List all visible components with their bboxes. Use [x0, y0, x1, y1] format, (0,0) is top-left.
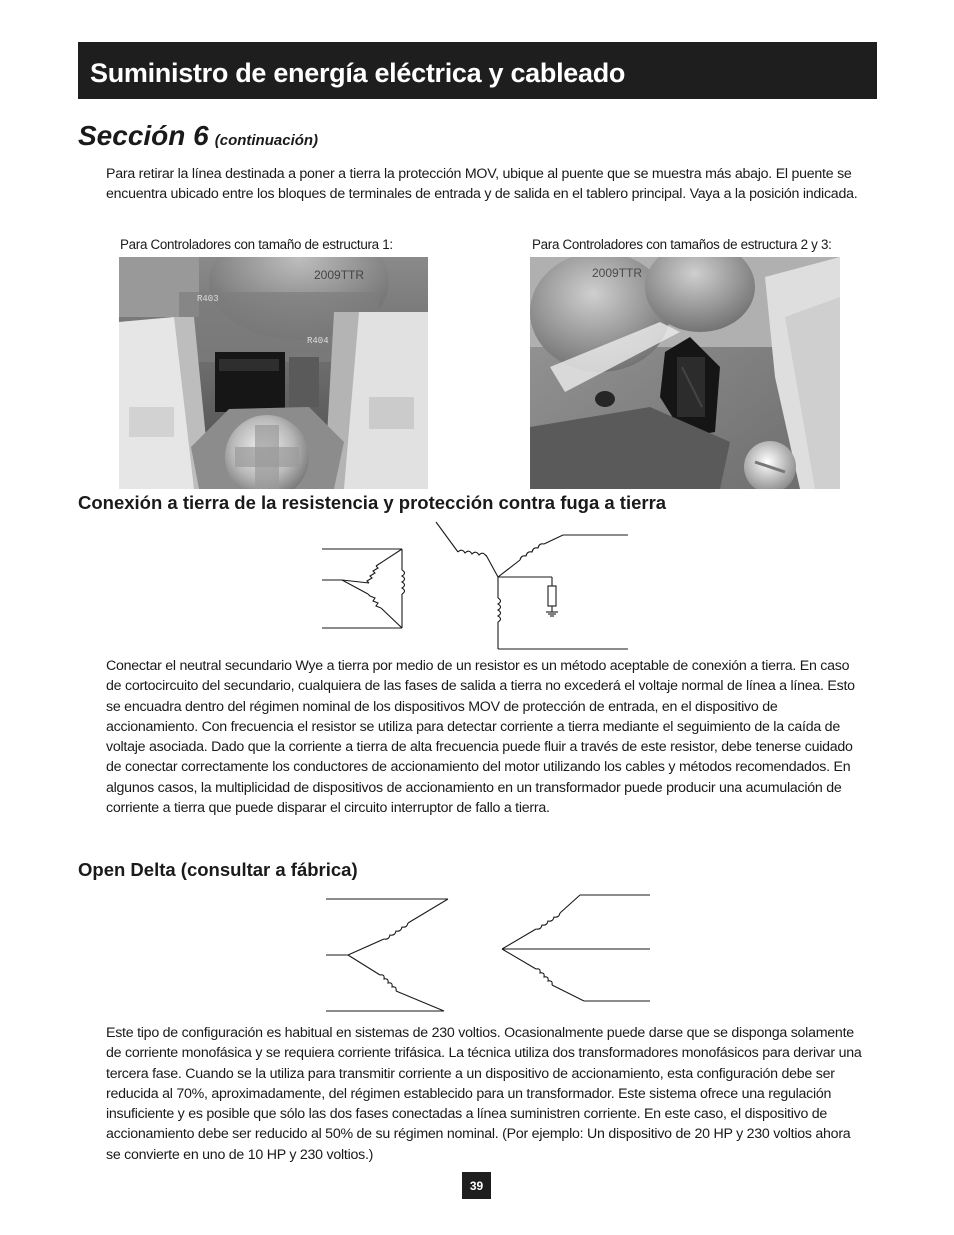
- photo-caption-frame1: Para Controladores con tamaño de estructura 1:: [120, 237, 393, 252]
- open-delta-heading: Open Delta (consultar a fábrica): [78, 859, 358, 880]
- jumper-photo-frame1: [119, 257, 428, 489]
- board-marking-top: 2009TTR: [314, 268, 365, 282]
- page-header-bar: [78, 42, 877, 99]
- page-header-title: Suministro de energía eléctrica y cableado: [90, 58, 626, 88]
- section-subtitle: (continuación): [214, 132, 319, 149]
- section-title-main: Sección 6: [78, 120, 209, 151]
- open-delta-diagram: [324, 893, 652, 1015]
- intro-paragraph: Para retirar la línea destinada a poner a tierra la protección MOV, ubique al puente que se muestra más abajo. El puente se encuentra ubicado entre los bloques de terminales de entrada y de salida en el tablero principal. Vaya a la posición indicada.: [106, 166, 858, 203]
- resistance-grounding-body: Conectar el neutral secundario Wye a tierra por medio de un resistor es un método aceptable de conexión a tierra. En caso de cortocircuito del secundario, cualquiera de las fases de salida a tierra no excederá el voltaje normal de línea a línea. Esto se encuadra dentro del régimen nominal de los dispositivos MOV de protección de entrada, en el dispositivo de accionamiento. Con frecuencia el resistor se utiliza para detectar corriente a tierra mediante el seguimiento de la caída de voltaje asociada. Dado que la corriente a tierra de alta frecuencia puede fluir a través de este resistor, debe tenerse cuidado de conectar correctamente los conductores de accionamiento del motor utilizando los cables y métodos recomendados. En algunos casos, la multiplicidad de dispositivos de accionamiento en un transformador puede producir una acumulación de corriente a tierra que puede disparar el circuito interruptor de fallo a tierra.: [106, 658, 855, 817]
- resistance-grounding-heading: Conexión a tierra de la resistencia y protección contra fuga a tierra: [78, 492, 667, 513]
- jumper-photo-frame23: [530, 257, 840, 489]
- wye-resistor-grounding-diagram: [318, 522, 630, 654]
- photo-caption-frame23: Para Controladores con tamaños de estructura 2 y 3:: [532, 237, 832, 252]
- section-title: [78, 120, 318, 152]
- board-marking-r404: R404: [307, 336, 329, 346]
- board-marking-r403: R403: [197, 294, 219, 304]
- board-marking-top-2: 2009TTR: [592, 266, 643, 280]
- open-delta-body: Este tipo de configuración es habitual en sistemas de 230 voltios. Ocasionalmente puede darse que se disponga solamente de corriente monofásica y se requiera corriente trifásica. La técnica utiliza dos transformadores monofásicos para derivar una tercera fase. Cuando se la utiliza para transmitir corriente a un dispositivo de accionamiento, esta configuración debe ser reducida al 70%, aproximadamente, del régimen establecido para un transformador. Este sistema ofrece una regulación insuficiente y es posible que sólo las dos fases conectadas a línea suministren corriente. En este caso, el dispositivo de accionamiento debe ser reducido al 50% de su régimen nominal. (Por ejemplo: Un dispositivo de 20 HP y 230 voltios ahora se convierte en uno de 10 HP y 230 voltios.): [106, 1025, 862, 1163]
- page-number: 39: [462, 1172, 491, 1199]
